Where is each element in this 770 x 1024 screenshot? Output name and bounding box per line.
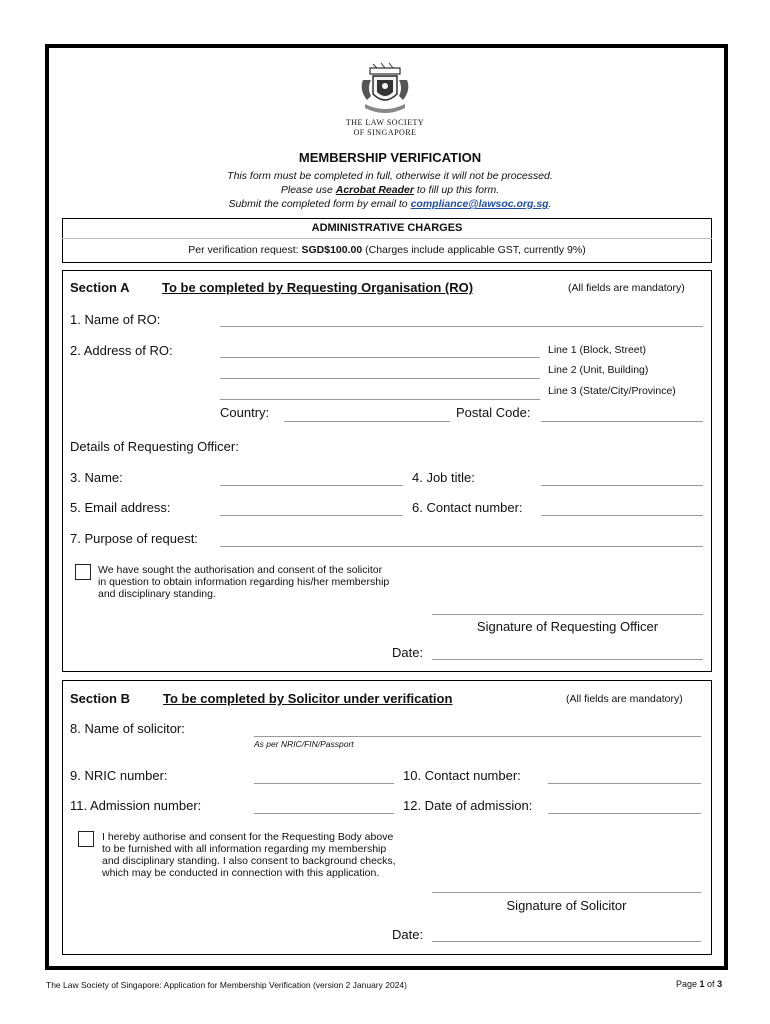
charges-note: (Charges include applicable GST, currently 9%) — [362, 244, 586, 256]
admission-date-label: 12. Date of admission: — [403, 798, 533, 813]
org-name-line1: THE LAW SOCIETY — [345, 118, 425, 127]
ro-consent-text — [98, 564, 389, 600]
ro-address-line3-field[interactable] — [220, 399, 540, 400]
section-b-heading: To be completed by Solicitor under verification — [163, 691, 453, 706]
solicitor-signature-label: Signature of Solicitor — [506, 898, 627, 913]
solicitor-name-label: 8. Name of solicitor: — [70, 721, 185, 736]
purpose-label: 7. Purpose of request: — [70, 531, 198, 546]
solicitor-consent-text — [102, 831, 396, 879]
officer-name-field[interactable] — [220, 485, 403, 486]
address-line3-hint: Line 3 (State/City/Province) — [548, 385, 676, 397]
ro-name-field[interactable] — [220, 326, 703, 327]
charges-title: ADMINISTRATIVE CHARGES — [311, 222, 463, 234]
nric-label: 9. NRIC number: — [70, 768, 168, 783]
intro-line-3-prefix: Submit the completed form by email to — [228, 198, 411, 210]
ro-address-line1-field[interactable] — [220, 357, 540, 358]
section-a-box — [62, 270, 712, 672]
page-total: 3 — [717, 979, 723, 989]
intro-line-3 — [52, 198, 728, 210]
solicitor-contact-field[interactable] — [548, 783, 701, 784]
officer-signature-label: Signature of Requesting Officer — [476, 619, 659, 634]
job-title-label: 4. Job title: — [412, 470, 475, 485]
ro-address-label: 2. Address of RO: — [70, 343, 173, 358]
org-name-line2: OF SINGAPORE — [353, 128, 417, 137]
officer-details-heading: Details of Requesting Officer: — [70, 439, 239, 454]
solicitor-consent-line1: I hereby authorise and consent for the Requesting Body above — [102, 831, 394, 843]
admission-number-field[interactable] — [254, 813, 394, 814]
law-society-crest-icon — [355, 60, 415, 120]
ro-consent-line2: in question to obtain information regarding his/her membership — [98, 576, 390, 588]
postal-code-label: Postal Code: — [456, 405, 531, 420]
intro-line-3-suffix: . — [548, 198, 552, 210]
intro-line-1: This form must be completed in full, otherwise it will not be processed. — [227, 170, 553, 182]
page-number: 1 — [699, 979, 705, 989]
solicitor-consent-line3: and disciplinary standing. I also consent to background checks, — [102, 855, 396, 867]
solicitor-consent-line2: to be furnished with all information regarding my membership — [102, 843, 387, 855]
solicitor-date-field[interactable] — [432, 941, 701, 942]
address-line2-hint: Line 2 (Unit, Building) — [548, 364, 649, 376]
ro-name-label: 1. Name of RO: — [70, 312, 161, 327]
ro-date-label: Date: — [392, 645, 424, 660]
officer-email-label: 5. Email address: — [70, 500, 171, 515]
page-of: of — [704, 979, 718, 989]
ro-consent-line3: and disciplinary standing. — [98, 588, 216, 600]
charges-amount: SGD$100.00 — [301, 244, 363, 256]
solicitor-date-label: Date: — [392, 927, 424, 942]
officer-name-label: 3. Name: — [70, 470, 123, 485]
postal-code-field[interactable] — [541, 421, 703, 422]
officer-email-field[interactable] — [220, 515, 403, 516]
solicitor-signature-field[interactable] — [432, 892, 701, 893]
country-field[interactable] — [284, 421, 450, 422]
charges-detail — [62, 244, 712, 256]
country-label: Country: — [220, 405, 270, 420]
solicitor-consent-checkbox[interactable] — [78, 831, 94, 847]
officer-signature-field[interactable] — [432, 614, 703, 615]
charges-prefix: Per verification request: — [188, 244, 302, 256]
solicitor-name-field[interactable] — [254, 736, 701, 737]
officer-contact-field[interactable] — [541, 515, 703, 516]
solicitor-consent-line4: which may be conducted in connection with this application. — [102, 867, 380, 879]
intro-line-2-prefix: Please use — [280, 184, 336, 196]
acrobat-reader-text: Acrobat Reader — [335, 184, 414, 196]
ro-consent-checkbox[interactable] — [75, 564, 91, 580]
section-a-heading: To be completed by Requesting Organisation (RO) — [162, 280, 474, 295]
admission-number-label: 11. Admission number: — [70, 798, 202, 813]
intro-line-2-suffix: to fill up this form. — [413, 184, 500, 196]
page-prefix: Page — [676, 979, 700, 989]
solicitor-name-hint: As per NRIC/FIN/Passport — [254, 739, 354, 749]
ro-address-line2-field[interactable] — [220, 378, 540, 379]
admission-date-field[interactable] — [548, 813, 701, 814]
charges-divider — [62, 238, 712, 239]
nric-field[interactable] — [254, 783, 394, 784]
solicitor-contact-label: 10. Contact number: — [403, 768, 521, 783]
section-b-label: Section B — [70, 691, 130, 706]
page-indicator — [676, 979, 722, 989]
section-b-mandatory: (All fields are mandatory) — [566, 693, 683, 705]
compliance-email-link[interactable]: compliance@lawsoc.org.sg — [410, 198, 549, 210]
ro-consent-line1: We have sought the authorisation and consent of the solicitor — [98, 564, 383, 576]
section-a-label: Section A — [70, 280, 130, 295]
form-title: MEMBERSHIP VERIFICATION — [298, 150, 482, 165]
footer-version: The Law Society of Singapore: Application for Membership Verification (version 2 January 2024) — [46, 980, 407, 990]
ro-date-field[interactable] — [432, 659, 703, 660]
intro-line-2 — [52, 184, 728, 196]
address-line1-hint: Line 1 (Block, Street) — [548, 344, 647, 356]
job-title-field[interactable] — [541, 485, 703, 486]
section-a-mandatory: (All fields are mandatory) — [568, 282, 685, 294]
purpose-field[interactable] — [220, 546, 703, 547]
org-name — [330, 118, 440, 138]
officer-contact-label: 6. Contact number: — [412, 500, 523, 515]
